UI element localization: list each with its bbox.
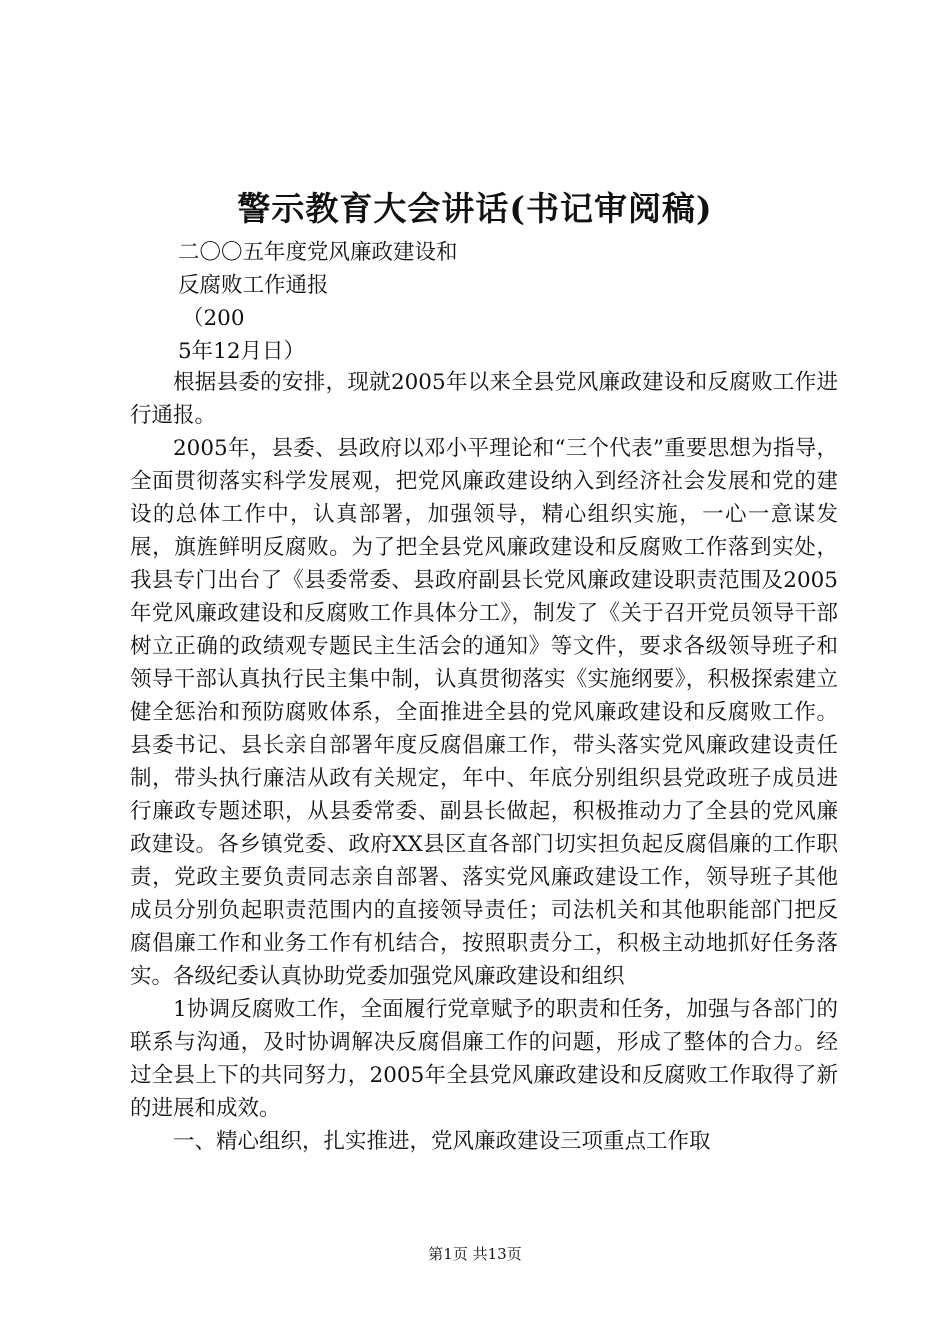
body-paragraph: 根据县委的安排，现就2005年以来全县党风廉政建设和反腐败工作进行通报。: [130, 370, 838, 428]
report-heading-line: 反腐败工作通报: [178, 273, 329, 298]
body-paragraph: 1协调反腐败工作，全面履行党章赋予的职责和任务，加强与各部门的联系与沟通，及时协调解决反腐倡廉工作的问题，形成了整体的合力。经过全县上下的共同努力，2005年全县党风廉政建设和反腐败工作取得了新的进展和成效。: [130, 997, 838, 1121]
document-title: 警示教育大会讲话(书记审阅稿): [237, 189, 713, 228]
page-footer: 第1页 共13页: [428, 1245, 522, 1263]
report-heading: [178, 236, 678, 368]
document-body: [130, 366, 838, 1158]
body-paragraph: 2005年，县委、县政府以邓小平理论和“三个代表”重要思想为指导，全面贯彻落实科学发展观，把党风廉政建设纳入到经济社会发展和党的建设的总体工作中，认真部署，加强领导，精心组织实施，一心一意谋发展，旗旌鲜明反腐败。为了把全县党风廉政建设和反腐败工作落到实处，我县专门出台了《县委常委、县政府副县长党风廉政建设职责范围及2005年党风廉政建设和反腐败工作具体分工》，制发了《关于召开党员领导干部树立正确的政绩观专题民主生活会的通知》等文件，要求各级领导班子和领导干部认真执行民主集中制，认真贯彻落实《实施纲要》，积极探索建立健全惩治和预防腐败体系，全面推进全县的党风廉政建设和反腐败工作。县委书记、县长亲自部署年度反腐倡廉工作，带头落实党风廉政建设责任制，带头执行廉洁从政有关规定，年中、年底分别组织县党政班子成员进行廉政专题述职，从县委常委、副县长做起，积极推动力了全县的党风廉政建设。各乡镇党委、政府XX县区直各部门切实担负起反腐倡廉的工作职责，党政主要负责同志亲自部署、落实党风廉政建设工作，领导班子其他成员分别负起职责范围内的直接领导责任；司法机关和其他职能部门把反腐倡廉工作和业务工作有机结合，按照职责分工，积极主动地抓好任务落实。各级纪委认真协助党委加强党风廉政建设和组织: [130, 436, 838, 989]
report-date-line: （200: [182, 306, 245, 331]
report-date-line: 5年12月日）: [178, 339, 306, 364]
report-heading-line: 二〇〇五年度党风廉政建设和: [178, 240, 458, 265]
body-paragraph: 一、精心组织，扎实推进，党风廉政建设三项重点工作取: [173, 1129, 711, 1154]
